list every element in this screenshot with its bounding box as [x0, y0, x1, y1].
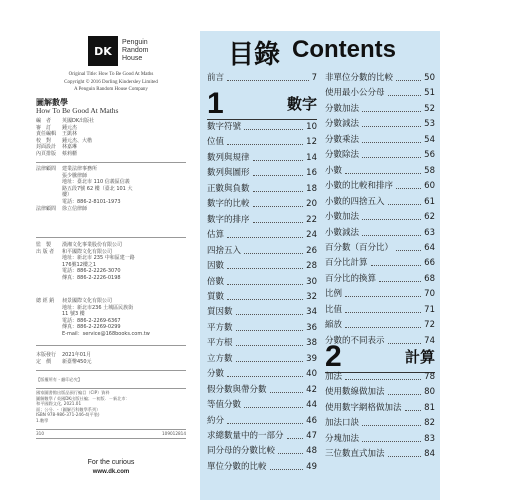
toc-entry	[325, 71, 435, 83]
section-number: 2	[325, 339, 342, 373]
toc-entry-title: 估算	[207, 230, 225, 241]
toc-entry-title: 數列與規律	[207, 152, 250, 163]
toc-entry	[207, 213, 317, 225]
toc-entry-title: 假分數與帶分數	[207, 384, 267, 395]
toc-entry-page: 63	[424, 227, 435, 238]
dot-leader	[253, 191, 304, 192]
dot-leader	[396, 80, 421, 81]
toc-entry-page: 34	[306, 307, 317, 318]
toc-entry	[325, 256, 435, 268]
dot-leader	[388, 204, 422, 205]
contents-right-page	[440, 31, 520, 500]
toc-entry	[207, 398, 317, 410]
toc-entry-title: 分數	[207, 369, 225, 380]
toc-entry-page: 54	[424, 134, 435, 145]
toc-entry-page: 26	[306, 245, 317, 256]
toc-entry-page: 58	[424, 165, 435, 176]
toc-entry-title: 百分數（百分比）	[325, 242, 394, 253]
toc-entry-page: 71	[424, 304, 435, 315]
dot-leader	[362, 235, 421, 236]
contents-heading-zh: 目錄	[228, 40, 281, 70]
toc-entry-title: 倍數	[207, 276, 225, 287]
toc-entry-page: 68	[424, 273, 435, 284]
dot-leader	[253, 175, 304, 176]
dk-logo: DK	[88, 36, 118, 66]
toc-entry-page: 70	[424, 289, 435, 300]
toc-entry-title: 比例	[325, 289, 343, 300]
toc-entry	[207, 367, 317, 379]
toc-entry	[325, 86, 435, 98]
toc-entry-page: 50	[424, 73, 435, 83]
toc-entry-page: 53	[424, 119, 435, 130]
dot-leader	[236, 314, 304, 315]
dot-leader	[345, 312, 421, 313]
toc-entry-page: 74	[424, 335, 435, 346]
toc-entry	[207, 151, 317, 163]
dot-leader	[362, 126, 421, 127]
toc-entry-page: 12	[306, 137, 317, 148]
toc-entry-page: 22	[306, 214, 317, 225]
toc-entry-page: 14	[306, 152, 317, 163]
toc-entry-title: 求總數量中的一部分	[207, 431, 284, 441]
publisher-block: 監 製 漢湘文化事業股份有限公司 出 版 者 和平國際文化有限公司 地址：新北市 235 中和區建一路 176號12樓之1 電話：886-2-2226-3070 傳真：886-2-2226-0198	[36, 242, 135, 281]
toc-entry-title: 小數減法	[325, 227, 360, 238]
toc-entry	[207, 259, 317, 271]
toc-entry-title: 分數加法	[325, 103, 360, 114]
toc-entry-page: 7	[311, 73, 317, 83]
legal-counsel-block: 法律顧問 建業法律事務所 張少騰律師 地址：臺北市 110 信義區信義 路五段7號 62 樓（臺北 101 大 樓） 電話：886-2-8101-1973 法律顧問 徐立信律師	[36, 166, 133, 212]
dot-leader	[253, 206, 304, 207]
dot-leader	[270, 469, 304, 470]
toc-entry-page: 83	[424, 433, 435, 444]
dot-leader	[236, 330, 304, 331]
section-header	[207, 88, 317, 120]
toc-entry-page: 30	[306, 276, 317, 287]
toc-entry	[207, 429, 317, 441]
imprint-page	[0, 0, 200, 500]
toc-entry	[325, 303, 435, 315]
toc-entry-page: 81	[424, 402, 435, 413]
toc-entry-page: 40	[306, 369, 317, 380]
toc-entry-page: 32	[306, 291, 317, 302]
dot-leader	[396, 250, 421, 251]
cip-classification: 310 109012814	[36, 429, 186, 439]
dot-leader	[396, 188, 421, 189]
toc-entry-page: 36	[306, 322, 317, 333]
toc-entry-title: 百分比計算	[325, 258, 368, 269]
toc-entry	[325, 272, 435, 284]
section-name: 數字	[286, 95, 317, 113]
dot-leader	[287, 438, 304, 439]
toc-entry-page: 60	[424, 181, 435, 192]
cip-block: 國家圖書館出版品預行編目（CIP）資料 圖解數學 / 英國DK出版社編；－初版．－新北市： 和平國際文化, 2021.01 面；公分．-（圖解百科數學系列） ISBN 978-986-371-246-4(平裝) 1.數學	[36, 388, 186, 424]
section-header	[325, 341, 435, 373]
toc-entry	[207, 166, 317, 178]
toc-entry-title: 分數乘法	[325, 134, 360, 145]
dot-leader	[388, 456, 422, 457]
toc-entry-title: 小數	[325, 165, 343, 176]
dot-leader	[362, 142, 421, 143]
toc-entry-title: 分數除法	[325, 150, 360, 161]
toc-entry	[325, 401, 435, 413]
toc-entry	[325, 318, 435, 330]
book-title-en: How To Be Good At Maths	[36, 106, 119, 115]
divider	[36, 162, 186, 163]
credits-list: 編 者 英國DK出版社 審 訂 鍾元杰 責任編輯 王凱林 校 對 鍾元杰、大楷 封面設計 林嘉琳 內頁排版 蔡莉櫃	[36, 118, 95, 157]
toc-entry	[207, 305, 317, 317]
dot-leader	[362, 111, 421, 112]
toc-entry-title: 縮放	[325, 320, 343, 331]
toc-entry-page: 52	[424, 103, 435, 114]
dot-leader	[244, 407, 303, 408]
toc-entry-title: 非單位分數的比較	[325, 73, 394, 83]
toc-entry-page: 61	[424, 196, 435, 207]
toc-entry	[207, 336, 317, 348]
toc-entry-page: 51	[424, 88, 435, 99]
toc-entry	[207, 71, 317, 83]
toc-entry-page: 66	[424, 258, 435, 269]
toc-entry-title: 三位數直式加法	[325, 449, 385, 460]
toc-entry	[207, 290, 317, 302]
toc-entry-page: 10	[306, 122, 317, 132]
toc-entry-title: 使用最小公分母	[325, 88, 385, 99]
toc-entry-title: 分塊加法	[325, 433, 360, 444]
toc-entry	[207, 120, 317, 132]
toc-entry-title: 使用數字網格做加法	[325, 402, 402, 413]
toc-entry-page: 18	[306, 183, 317, 194]
toc-entry-title: 平方數	[207, 322, 233, 333]
distributor-block: 總 經 銷 昶景國際文化有限公司 地址：新北市236 土城區民族街 11 號3 樓 電話：886-2-2269-6367 傳真：886-2-2269-0299 E-mail：service@168books.com.tw	[36, 298, 150, 337]
toc-entry-page: 56	[424, 150, 435, 161]
toc-entry	[325, 447, 435, 459]
toc-entry-title: 前言	[207, 73, 225, 83]
toc-entry	[325, 287, 435, 299]
divider	[36, 237, 186, 238]
toc-entry	[325, 241, 435, 253]
original-title-block: Original Title: How To Be Good At Maths Copyright © 2016 Dorling Kindersley Limited A Penguin Random House Company	[64, 72, 158, 92]
dot-leader	[362, 441, 421, 442]
toc-entry	[207, 135, 317, 147]
toc-entry	[325, 164, 435, 176]
toc-entry-title: 質因數	[207, 307, 233, 318]
toc-entry-title: 比值	[325, 304, 343, 315]
toc-entry-page: 39	[306, 353, 317, 364]
toc-entry-title: 約分	[207, 415, 225, 426]
toc-entry-title: 小數的四捨五入	[325, 196, 385, 207]
toc-entry	[325, 210, 435, 222]
website: www.dk.com	[92, 469, 130, 475]
dot-leader	[362, 425, 421, 426]
toc-entry	[207, 321, 317, 333]
toc-entry	[325, 432, 435, 444]
toc-entry-page: 84	[424, 449, 435, 460]
toc-entry-title: 因數	[207, 261, 225, 272]
toc-entry	[207, 352, 317, 364]
toc-entry	[207, 460, 317, 472]
dot-leader	[345, 296, 421, 297]
toc-entry-page: 42	[306, 384, 317, 395]
publisher-logo	[88, 36, 148, 66]
toc-entry	[207, 228, 317, 240]
toc-entry	[325, 133, 435, 145]
toc-entry-page: 48	[306, 446, 317, 457]
toc-entry	[325, 102, 435, 114]
toc-entry	[207, 275, 317, 287]
toc-entry-title: 小數的比較和排序	[325, 181, 394, 192]
dot-leader	[278, 453, 303, 454]
toc-entry-page: 82	[424, 418, 435, 429]
toc-entry	[325, 117, 435, 129]
dot-leader	[253, 222, 304, 223]
section-number: 1	[207, 86, 224, 120]
dot-leader	[236, 345, 304, 346]
toc-entry	[207, 244, 317, 256]
toc-entry-page: 78	[424, 372, 435, 382]
dot-leader	[227, 268, 303, 269]
dot-leader	[253, 160, 304, 161]
contents-heading-en: Contents	[292, 36, 396, 63]
toc-entry-page: 16	[306, 168, 317, 179]
toc-entry-title: 分數減法	[325, 119, 360, 130]
dot-leader	[227, 423, 303, 424]
toc-entry-title: 加法	[325, 372, 343, 382]
dot-leader	[244, 129, 303, 130]
toc-entry-title: 使用數線做加法	[325, 387, 385, 398]
rights-notice: 【版權所有・翻印必究】	[36, 377, 83, 382]
toc-entry-title: 正數與負數	[207, 183, 250, 194]
toc-entry-page: 47	[306, 431, 317, 441]
toc-entry	[207, 182, 317, 194]
toc-entry-title: 數列與圖形	[207, 168, 250, 179]
toc-entry-title: 位值	[207, 137, 225, 148]
dot-leader	[362, 219, 421, 220]
toc-entry	[325, 148, 435, 160]
section-name: 計算	[404, 348, 435, 366]
toc-entry	[325, 385, 435, 397]
divider	[36, 345, 186, 346]
toc-entry	[207, 414, 317, 426]
dot-leader	[227, 299, 303, 300]
toc-entry-title: 小數加法	[325, 212, 360, 223]
toc-entry	[207, 383, 317, 395]
toc-entry	[325, 370, 435, 382]
dot-leader	[227, 144, 303, 145]
toc-entry-page: 80	[424, 387, 435, 398]
book-title-zh: 圖解數學	[36, 98, 68, 107]
toc-entry	[325, 416, 435, 428]
dot-leader	[405, 410, 422, 411]
toc-entry-page: 49	[306, 461, 317, 472]
dot-leader	[388, 394, 422, 395]
toc-entry	[325, 195, 435, 207]
dot-leader	[345, 327, 421, 328]
toc-entry-page: 64	[424, 242, 435, 253]
penguin-random-house-wordmark: Penguin Random House	[122, 39, 149, 62]
toc-entry-page: 24	[306, 230, 317, 241]
toc-entry-page: 28	[306, 261, 317, 272]
toc-entry-title: 百分比的換算	[325, 273, 377, 284]
toc-entry-title: 加法口訣	[325, 418, 360, 429]
dot-leader	[227, 237, 303, 238]
dot-leader	[345, 173, 421, 174]
dot-leader	[388, 95, 422, 96]
toc-entry-title: 數字符號	[207, 122, 242, 132]
dot-leader	[236, 361, 304, 362]
dot-leader	[362, 157, 421, 158]
dot-leader	[345, 379, 421, 380]
dot-leader	[227, 80, 309, 81]
toc-entry-title: 四捨五入	[207, 245, 242, 256]
dot-leader	[371, 265, 422, 266]
toc-entry	[325, 226, 435, 238]
dot-leader	[244, 253, 303, 254]
toc-entry-title: 立方數	[207, 353, 233, 364]
toc-entry-page: 46	[306, 415, 317, 426]
edition-block: 本版發行 2021年01月 定 價 新臺幣450元	[36, 352, 92, 365]
toc-entry	[325, 179, 435, 191]
toc-entry-title: 數字的比較	[207, 199, 250, 210]
toc-entry-title: 質數	[207, 291, 225, 302]
toc-entry-page: 20	[306, 199, 317, 210]
toc-entry-title: 等值分數	[207, 400, 242, 411]
toc-entry-page: 38	[306, 338, 317, 349]
toc-entry-title: 同分母的分數比較	[207, 446, 276, 457]
toc-entry-title: 分數的不同表示	[325, 335, 385, 346]
toc-entry-page: 62	[424, 212, 435, 223]
toc-entry-title: 數字的排序	[207, 214, 250, 225]
toc-entry-page: 44	[306, 400, 317, 411]
toc-entry	[207, 197, 317, 209]
tagline: For the curious	[87, 459, 135, 466]
dot-leader	[227, 376, 303, 377]
toc-entry	[207, 444, 317, 456]
toc-entry-title: 單位分數的比較	[207, 461, 267, 472]
toc-entry-title: 平方根	[207, 338, 233, 349]
dot-leader	[379, 281, 421, 282]
dot-leader	[227, 284, 303, 285]
dot-leader	[270, 392, 304, 393]
divider	[36, 370, 186, 371]
toc-entry-page: 72	[424, 320, 435, 331]
